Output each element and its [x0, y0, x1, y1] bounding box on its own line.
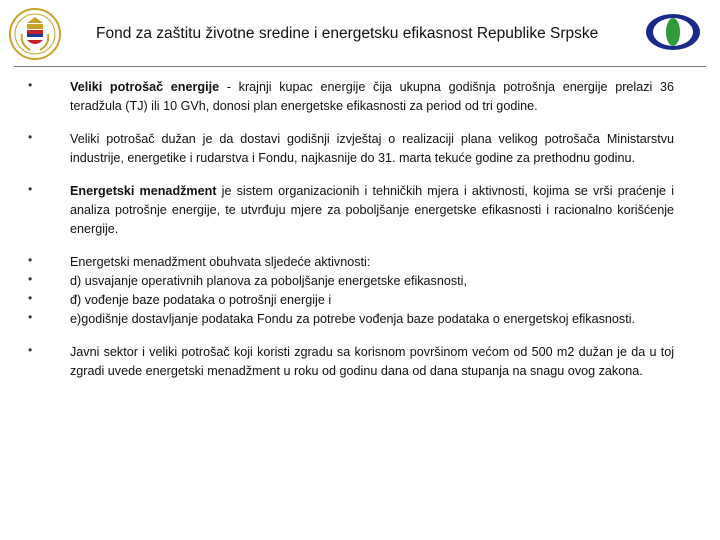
list-item: d) usvajanje operativnih planova za poboljšanje energetske efikasnosti, [70, 274, 467, 288]
bullet-text: - krajnji kupac energije čija ukupna godišnja potrošnja energije prelazi 36 teradžula (TJ) ili 10 GVh, donosi plan energetske efikasnosti za period od tri godine. [70, 80, 674, 113]
bullet-text: Javni sektor i veliki potrošač koji koristi zgradu sa korisnom površinom većom od 500 m2 dužan je da u toj zgradi uvede energetski menadžment u roku od godinu dana od dana stupanja na snagu ovog zakona. [70, 345, 674, 378]
bullet-marker: • [28, 291, 33, 305]
coat-of-arms-icon [8, 6, 62, 62]
activities-list [0, 253, 720, 329]
page-title: Fond za zaštitu životne sredine i energetsku efikasnost Republike Srpske [96, 25, 599, 42]
bullet-text: Veliki potrošač dužan je da dostavi godišnji izvještaj o realizaciji plana velikog potrošača Ministarstvu industrije, energetike i rudarstva i Fondu, najkasnije do 31. marta tekuće godine za prethodnu godinu. [70, 132, 674, 165]
bullet-item [0, 343, 720, 381]
list-item: đ) vođenje baze podataka o potrošnji energije i [70, 293, 332, 307]
bullet-item [0, 182, 720, 239]
bullet-marker: • [28, 272, 33, 286]
header-divider [14, 66, 706, 67]
bullet-item [0, 130, 720, 168]
bullet-bold-text: Veliki potrošač energije [70, 80, 220, 94]
bullet-text: je sistem organizacionih i tehničkih mjera i aktivnosti, kojima se vrši praćenje i analiza potrošnje energije, te utvrđuju mjere za poboljšanje energetske efikasnosti i racionalno korišćenje energije. [70, 184, 675, 236]
bullet-marker: • [28, 130, 33, 144]
slide-header [0, 0, 720, 68]
bullet-marker: • [28, 343, 33, 357]
slide-content [0, 78, 720, 395]
fund-logo-icon [644, 12, 702, 52]
bullet-marker: • [28, 253, 33, 267]
bullet-bold-text: Energetski menadžment [70, 184, 217, 198]
activities-intro: Energetski menadžment obuhvata sljedeće aktivnosti: [70, 255, 371, 269]
list-item: e)godišnje dostavljanje podataka Fondu za potrebe vođenja baze podataka o energetskoj efikasnosti. [70, 312, 636, 326]
bullet-item [0, 78, 720, 116]
bullet-marker: • [28, 182, 33, 196]
bullet-marker: • [28, 310, 33, 324]
bullet-marker: • [28, 78, 33, 92]
